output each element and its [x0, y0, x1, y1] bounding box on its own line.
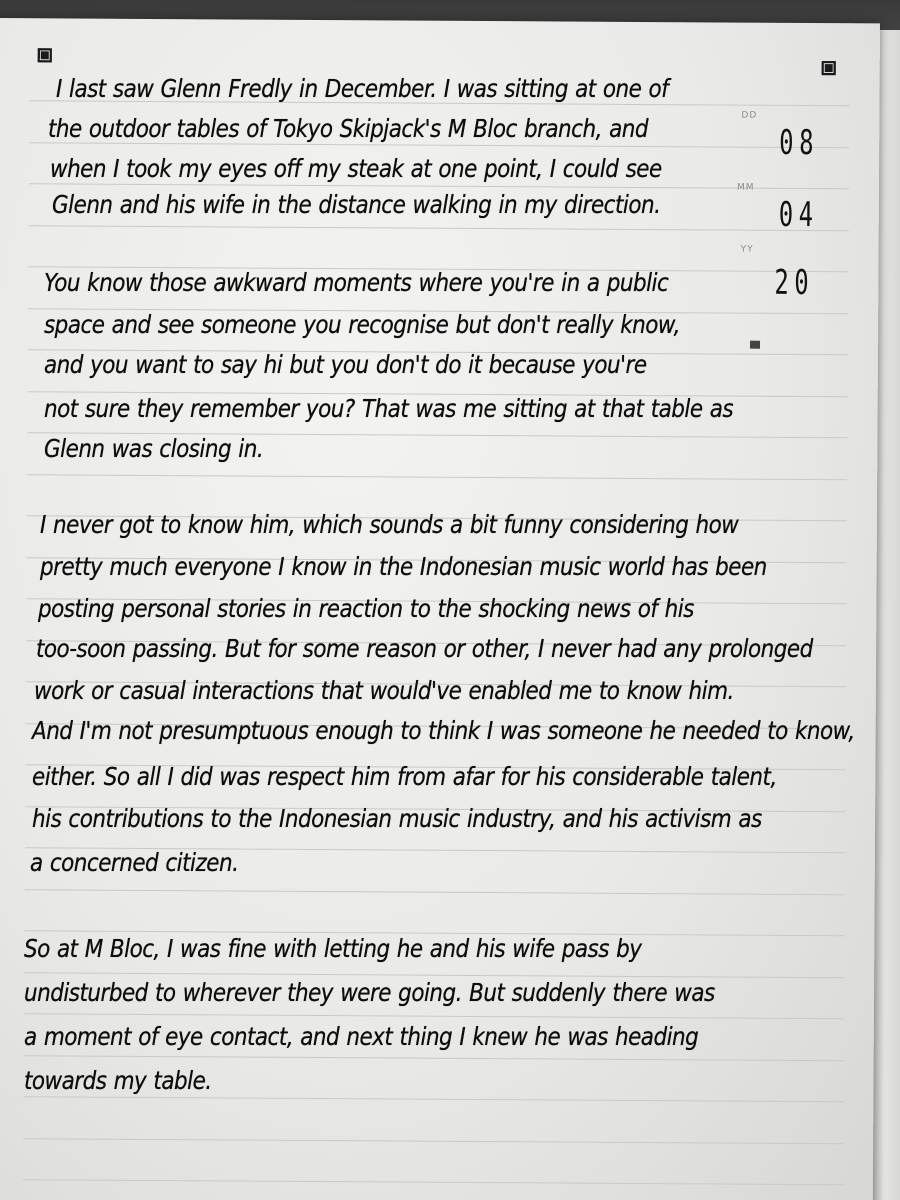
entry-line: posting personal stories in reaction to the shocking news of his	[38, 594, 694, 623]
entry-line: and you want to say hi but you don't do it because you're	[44, 350, 647, 379]
entry-line: Glenn and his wife in the distance walking in my direction.	[52, 190, 661, 219]
entry-line: So at M Bloc, I was fine with letting he and his wife pass by	[24, 934, 642, 963]
entry-line: I never got to know him, which sounds a bit funny considering how	[40, 510, 739, 539]
entry-line: space and see someone you recognise but don't really know,	[44, 310, 680, 339]
month-label: MM	[736, 182, 755, 193]
entry-line: And I'm not presumptuous enough to think I was someone he needed to know,	[32, 716, 855, 745]
year-label: YY	[740, 244, 754, 255]
entry-line: pretty much everyone I know in the Indonesian music world has been	[40, 552, 767, 581]
entry-line: the outdoor tables of Tokyo Skipjack's M Bloc branch, and	[48, 114, 648, 143]
entry-line: towards my table.	[24, 1066, 212, 1095]
year-value: 20	[774, 262, 815, 304]
entry-line: undisturbed to wherever they were going. But suddenly there was	[24, 978, 715, 1007]
entry-line: not sure they remember you? That was me sitting at that table as	[44, 394, 734, 423]
entry-line: Glenn was closing in.	[44, 434, 264, 463]
entry-line: too-soon passing. But for some reason or other, I never had any prolonged	[36, 634, 813, 663]
day-value: 08	[779, 122, 820, 164]
entry-line: a moment of eye contact, and next thing I knew he was heading	[24, 1022, 699, 1051]
entry-line: You know those awkward moments where you're in a public	[44, 268, 669, 297]
month-value: 04	[778, 194, 819, 236]
day-label: DD	[741, 110, 758, 121]
entry-line: when I took my eyes off my steak at one point, I could see	[50, 154, 662, 183]
entry-line: work or casual interactions that would've enabled me to know him.	[34, 676, 734, 705]
entry-line: I last saw Glenn Fredly in December. I was sitting at one of	[56, 74, 669, 103]
entry-line: a concerned citizen.	[30, 848, 239, 877]
entry-line: his contributions to the Indonesian music industry, and his activism as	[32, 804, 762, 833]
entry-line: either. So all I did was respect him from afar for his considerable talent,	[32, 762, 777, 791]
